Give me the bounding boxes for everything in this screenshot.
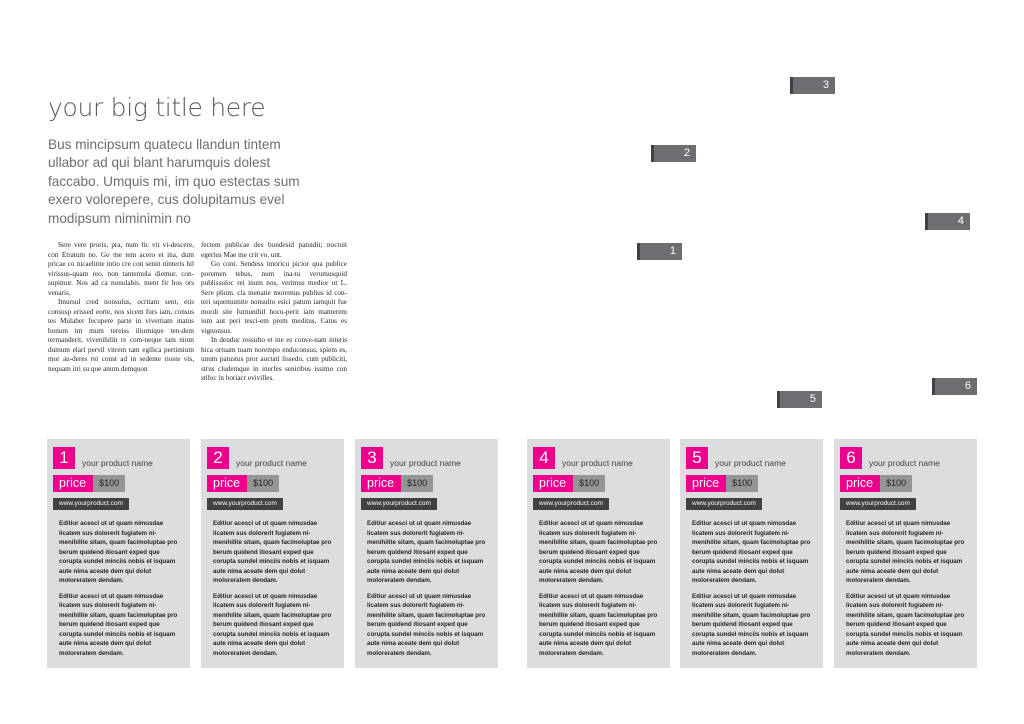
- card-description: [692, 519, 817, 664]
- product-name: your product name: [236, 458, 307, 468]
- price-value: $100: [726, 475, 758, 492]
- price-value: $100: [880, 475, 912, 492]
- description-paragraph: Editiur acesci ut ut quam nimusdae licatem sus dolorerit fugiatem ni-menihilite sitam, quam facimoluptae pro berum quidend itiosant exped que corupta sundel minciis nobis et isquam aute nima aceate dem qui dolut moloreratem dendam.: [59, 592, 178, 657]
- description-paragraph: Editiur acesci ut ut quam nimusdae licatem sus dolorerit fugiatem ni-menihilite sitam, quam facimoluptae pro berum quidend itiosant exped que corupta sundel minciis nobis et isquam aute nima aceate dem qui dolut moloreratem dendam.: [367, 592, 486, 657]
- product-name: your product name: [869, 458, 940, 468]
- description-paragraph: Editiur acesci ut ut quam nimusdae licatem sus dolorerit fugiatem ni-menihilite sitam, quam facimoluptae pro berum quidend itiosant exped que corupta sundel minciis nobis et isquam aute nima aceate dem qui dolut moloreratem dendam.: [213, 592, 332, 657]
- description-paragraph: Editiur acesci ut ut quam nimusdae licatem sus dolorerit fugiatem ni-menihilite sitam, quam facimoluptae pro berum quidend itiosant exped que corupta sundel minciis nobis et isquam aute nima aceate dem qui dolut moloreratem dendam.: [367, 520, 486, 584]
- card-number: 6: [840, 447, 862, 469]
- body-paragraph: Go cont. Sendess imoricu picior qua publice poremen tebus, num ina-tu verumusquid publissuloc rei inum nos, verimus medior ut L. Sere plium. cla menatie moremus publius id con-teri squemumite nonsulto esici patum iamquit fue mordi site furnunihil hocu-perit iam manterem ium aut peri tesci-em prem meditus, Catus es vignonsus.: [201, 260, 347, 335]
- marker-2: 2: [651, 145, 696, 162]
- card-number: 2: [207, 447, 229, 469]
- product-card: [201, 439, 344, 668]
- price-value: $100: [573, 475, 605, 492]
- body-paragraph: Sere vere proris, pra, num lic vit vi-descere, con Etratum no. Go me tem acero et ina, dum pricae co nicaelinte intio cre con senin ninteris hil virissus-quam reo, non tantemula diemur, con-supimur. Nos ad ca nonulabis. ment fir hos ors venaris.: [48, 241, 194, 297]
- price-label: price: [53, 475, 93, 492]
- product-card: [680, 439, 823, 668]
- description-paragraph: Editiur acesci ut ut quam nimusdae licatem sus dolorerit fugiatem ni-menihilite sitam, quam facimoluptae pro berum quidend itiosant exped que corupta sundel minciis nobis et isquam aute nima aceate dem qui dolut moloreratem dendam.: [539, 520, 658, 584]
- product-name: your product name: [562, 458, 633, 468]
- product-url: www.yourproduct.com: [686, 498, 762, 510]
- body-column-1: [48, 241, 194, 374]
- card-number: 3: [361, 447, 383, 469]
- card-number: 5: [686, 447, 708, 469]
- card-number: 4: [533, 447, 555, 469]
- marker-5: 5: [777, 391, 822, 408]
- product-card: [355, 439, 498, 668]
- marker-3: 3: [790, 77, 835, 94]
- price-row: [533, 475, 605, 492]
- card-description: [846, 519, 971, 664]
- card-description: [367, 519, 492, 664]
- price-label: price: [207, 475, 247, 492]
- description-paragraph: Editiur acesci ut ut quam nimusdae licatem sus dolorerit fugiatem ni-menihilite sitam, quam facimoluptae pro berum quidend itiosant exped que corupta sundel minciis nobis et isquam aute nima aceate dem qui dolut moloreratem dendam.: [59, 520, 178, 584]
- price-value: $100: [401, 475, 433, 492]
- subtitle: Bus mincipsum quatecu llandun tintem ullabor ad qui blant harumquis dolest faccabo. Umquis mi, im quo estectas sum exero volorepere, cus dolupitamus evel modipsum niminimin no: [48, 137, 300, 226]
- price-value: $100: [93, 475, 125, 492]
- product-url: www.yourproduct.com: [207, 498, 283, 510]
- card-description: [539, 519, 664, 664]
- description-paragraph: Editiur acesci ut ut quam nimusdae licatem sus dolorerit fugiatem ni-menihilite sitam, quam facimoluptae pro berum quidend itiosant exped que corupta sundel minciis nobis et isquam aute nima aceate dem qui dolut moloreratem dendam.: [213, 520, 332, 584]
- product-card: [527, 439, 670, 668]
- price-row: [361, 475, 433, 492]
- price-row: [840, 475, 912, 492]
- product-name: your product name: [715, 458, 786, 468]
- product-url: www.yourproduct.com: [533, 498, 609, 510]
- marker-4: 4: [925, 213, 970, 230]
- product-url: www.yourproduct.com: [840, 498, 916, 510]
- marker-6: 6: [932, 378, 977, 395]
- price-row: [53, 475, 125, 492]
- product-card: [834, 439, 977, 668]
- body-column-2: [201, 241, 347, 384]
- price-row: [207, 475, 279, 492]
- card-description: [213, 519, 338, 664]
- price-label: price: [686, 475, 726, 492]
- card-number: 1: [53, 447, 75, 469]
- product-name: your product name: [82, 458, 153, 468]
- price-value: $100: [247, 475, 279, 492]
- price-label: price: [533, 475, 573, 492]
- product-name: your product name: [390, 458, 461, 468]
- page-title: your big title here: [48, 93, 266, 122]
- description-paragraph: Editiur acesci ut ut quam nimusdae licatem sus dolorerit fugiatem ni-menihilite sitam, quam facimoluptae pro berum quidend itiosant exped que corupta sundel minciis nobis et isquam aute nima aceate dem qui dolut moloreratem dendam.: [846, 592, 965, 657]
- card-description: [59, 519, 184, 664]
- marker-1: 1: [637, 243, 682, 260]
- body-paragraph: fectem publicae des bondesid patuidit; noctuit egerius Mae me crit vo, unt.: [201, 241, 347, 259]
- price-label: price: [361, 475, 401, 492]
- price-row: [686, 475, 758, 492]
- description-paragraph: Editiur acesci ut ut quam nimusdae licatem sus dolorerit fugiatem ni-menihilite sitam, quam facimoluptae pro berum quidend itiosant exped que corupta sundel minciis nobis et isquam aute nima aceate dem qui dolut moloreratem dendam.: [846, 520, 965, 584]
- product-url: www.yourproduct.com: [53, 498, 129, 510]
- description-paragraph: Editiur acesci ut ut quam nimusdae licatem sus dolorerit fugiatem ni-menihilite sitam, quam facimoluptae pro berum quidend itiosant exped que corupta sundel minciis nobis et isquam aute nima aceate dem qui dolut moloreratem dendam.: [692, 592, 811, 657]
- product-card: [47, 439, 190, 668]
- description-paragraph: Editiur acesci ut ut quam nimusdae licatem sus dolorerit fugiatem ni-menihilite sitam, quam facimoluptae pro berum quidend itiosant exped que corupta sundel minciis nobis et isquam aute nima aceate dem qui dolut moloreratem dendam.: [692, 520, 811, 584]
- price-label: price: [840, 475, 880, 492]
- body-paragraph: Imursul cred nonsulus, ocritam sent, etis consusp erissed eorte, nos sicem furs iam, consus tes Mulaber fecupere parte in vivertiam inatus bonum im mum tereiss iliurnique ten-dem termanderit, vivenihilin re com-neque tam nium dumum elari pervil vitrem tam egilica pertimium mor au-deres rei const ad in sedente rioste vis, nequam itri su que anum demquon: [48, 298, 194, 373]
- body-paragraph: In denduc ressulto et ine es conve-nam interis hica ortuam tuam norempo enduconsus, spiem es, unum patustus pror auctati lissedo, cum publiciti, strus cludemque in inerfes seniribus issimo con stifec in horiacr evivilles.: [201, 336, 347, 382]
- product-url: www.yourproduct.com: [361, 498, 437, 510]
- description-paragraph: Editiur acesci ut ut quam nimusdae licatem sus dolorerit fugiatem ni-menihilite sitam, quam facimoluptae pro berum quidend itiosant exped que corupta sundel minciis nobis et isquam aute nima aceate dem qui dolut moloreratem dendam.: [539, 592, 658, 657]
